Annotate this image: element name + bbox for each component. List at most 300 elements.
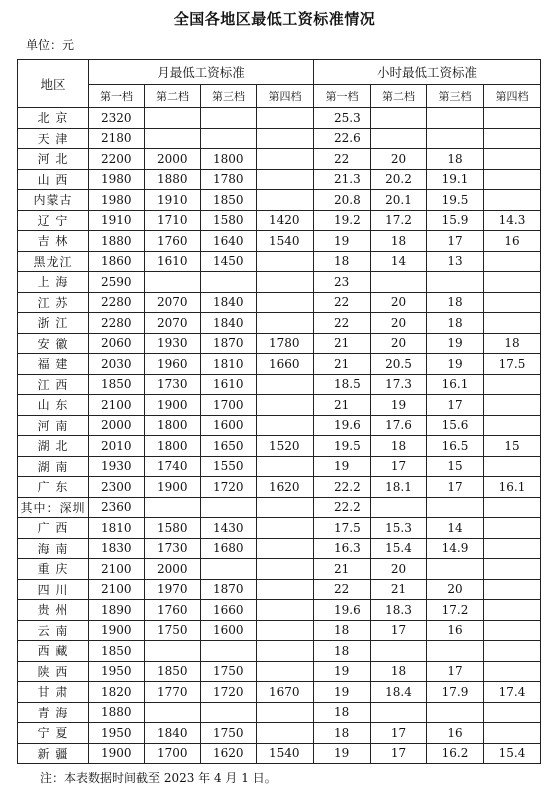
hourly-wage-cell: 20: [371, 149, 427, 170]
monthly-wage-cell: 2070: [145, 292, 201, 313]
monthly-wage-cell: 1670: [257, 682, 314, 703]
hourly-wage-cell: [484, 190, 541, 211]
monthly-wage-cell: 1760: [145, 600, 201, 621]
table-row: [18, 743, 541, 764]
hourly-wage-cell: 18: [314, 620, 371, 641]
monthly-wage-cell: 1640: [201, 231, 257, 252]
hourly-wage-cell: [484, 620, 541, 641]
hourly-wage-cell: [484, 559, 541, 580]
hourly-wage-cell: [484, 374, 541, 395]
hourly-wage-cell: 13: [427, 251, 484, 272]
monthly-wage-cell: [257, 251, 314, 272]
hourly-wage-cell: 18.1: [371, 477, 427, 498]
region-cell: 山 西: [18, 169, 89, 190]
monthly-wage-cell: 1850: [145, 661, 201, 682]
monthly-wage-cell: 1900: [145, 477, 201, 498]
monthly-wage-cell: [257, 169, 314, 190]
table-row: [18, 456, 541, 477]
region-cell: 安 徽: [18, 333, 89, 354]
table-row: [18, 682, 541, 703]
hourly-wage-cell: 19.6: [314, 600, 371, 621]
hourly-wage-cell: 18.3: [371, 600, 427, 621]
hourly-wage-cell: 15: [427, 456, 484, 477]
hourly-wage-cell: 19.6: [314, 415, 371, 436]
table-row: [18, 210, 541, 231]
monthly-wage-cell: 1960: [145, 354, 201, 375]
hourly-wage-cell: [371, 128, 427, 149]
region-cell: 江 西: [18, 374, 89, 395]
hourly-wage-cell: 22.2: [314, 477, 371, 498]
monthly-wage-cell: 1520: [257, 436, 314, 457]
region-cell: 新 疆: [18, 743, 89, 764]
region-cell: 天 津: [18, 128, 89, 149]
hourly-wage-cell: 16.2: [427, 743, 484, 764]
monthly-wage-cell: 1580: [145, 518, 201, 539]
table-row: [18, 128, 541, 149]
hourly-wage-cell: 16.5: [427, 436, 484, 457]
hourly-wage-cell: [484, 456, 541, 477]
hourly-wage-cell: 22.2: [314, 497, 371, 518]
hourly-wage-cell: 19.1: [427, 169, 484, 190]
hourly-wage-cell: 20: [371, 292, 427, 313]
monthly-wage-cell: 1820: [89, 682, 145, 703]
hourly-wage-cell: [484, 600, 541, 621]
hourly-wage-cell: 19.5: [427, 190, 484, 211]
hourly-wage-cell: [484, 313, 541, 334]
hourly-wage-cell: 22: [314, 149, 371, 170]
region-cell: 江 苏: [18, 292, 89, 313]
monthly-wage-cell: 1620: [257, 477, 314, 498]
hourly-wage-cell: 20: [371, 333, 427, 354]
table-row: [18, 374, 541, 395]
hourly-wage-cell: 25.3: [314, 108, 371, 129]
table-row: [18, 169, 541, 190]
hourly-wage-cell: [427, 497, 484, 518]
region-cell: 湖 南: [18, 456, 89, 477]
hourly-wage-cell: [484, 579, 541, 600]
hourly-wage-cell: 18: [314, 641, 371, 662]
hourly-wage-cell: 20.8: [314, 190, 371, 211]
table-row: [18, 661, 541, 682]
monthly-wage-cell: [257, 497, 314, 518]
region-cell: 西 藏: [18, 641, 89, 662]
region-cell: 贵 州: [18, 600, 89, 621]
monthly-wage-cell: 1730: [145, 374, 201, 395]
monthly-wage-cell: 1770: [145, 682, 201, 703]
monthly-wage-cell: 2010: [89, 436, 145, 457]
hourly-wage-cell: [371, 272, 427, 293]
monthly-header: 月最低工资标准: [89, 60, 314, 85]
hourly-wage-cell: [371, 497, 427, 518]
monthly-wage-cell: 1740: [145, 456, 201, 477]
monthly-wage-cell: [257, 374, 314, 395]
region-cell: 四 川: [18, 579, 89, 600]
region-cell: 海 南: [18, 538, 89, 559]
monthly-wage-cell: 2100: [89, 395, 145, 416]
monthly-wage-cell: [257, 149, 314, 170]
monthly-wage-cell: 1810: [89, 518, 145, 539]
hourly-wage-cell: 22.6: [314, 128, 371, 149]
monthly-wage-cell: 1970: [145, 579, 201, 600]
monthly-wage-cell: 1450: [201, 251, 257, 272]
hourly-wage-cell: [484, 518, 541, 539]
monthly-wage-cell: [257, 395, 314, 416]
monthly-wage-cell: 1540: [257, 743, 314, 764]
hourly-wage-cell: 14: [427, 518, 484, 539]
hourly-wage-cell: [427, 559, 484, 580]
table-row: [18, 538, 541, 559]
monthly-tier-header: 第二档: [145, 85, 201, 108]
monthly-wage-cell: 1780: [201, 169, 257, 190]
hourly-wage-cell: 18: [314, 251, 371, 272]
hourly-wage-cell: 15.9: [427, 210, 484, 231]
monthly-tier-header: 第一档: [89, 85, 145, 108]
hourly-wage-cell: 19: [371, 395, 427, 416]
table-row: [18, 354, 541, 375]
monthly-wage-cell: [257, 723, 314, 744]
hourly-wage-cell: 17.2: [371, 210, 427, 231]
hourly-wage-cell: 20.1: [371, 190, 427, 211]
hourly-wage-cell: 21.3: [314, 169, 371, 190]
monthly-wage-cell: 1700: [145, 743, 201, 764]
table-row: [18, 251, 541, 272]
monthly-wage-cell: 2030: [89, 354, 145, 375]
monthly-wage-cell: 1850: [89, 641, 145, 662]
table-row: [18, 395, 541, 416]
footnote: 注：本表数据时间截至 2023 年 4 月 1 日。: [40, 771, 277, 785]
region-cell: 湖 北: [18, 436, 89, 457]
hourly-tier-header: 第三档: [427, 85, 484, 108]
hourly-wage-cell: 18: [484, 333, 541, 354]
hourly-wage-cell: [484, 723, 541, 744]
monthly-wage-cell: 1750: [201, 723, 257, 744]
hourly-wage-cell: 17: [371, 723, 427, 744]
monthly-wage-cell: [145, 497, 201, 518]
table-row: [18, 313, 541, 334]
monthly-wage-cell: 1800: [145, 436, 201, 457]
monthly-tier-header: 第四档: [257, 85, 314, 108]
monthly-wage-cell: [145, 272, 201, 293]
region-cell: 山 东: [18, 395, 89, 416]
monthly-wage-cell: 1660: [257, 354, 314, 375]
wage-table: [17, 59, 541, 764]
monthly-wage-cell: 1800: [201, 149, 257, 170]
region-cell: 黑龙江: [18, 251, 89, 272]
monthly-wage-cell: 1860: [89, 251, 145, 272]
hourly-wage-cell: 16: [484, 231, 541, 252]
monthly-wage-cell: 1980: [89, 169, 145, 190]
region-cell: 辽 宁: [18, 210, 89, 231]
hourly-wage-cell: 19: [427, 333, 484, 354]
table-body: [18, 108, 541, 764]
table-row: [18, 292, 541, 313]
monthly-wage-cell: 1900: [145, 395, 201, 416]
hourly-wage-cell: 18: [427, 313, 484, 334]
monthly-wage-cell: 1710: [145, 210, 201, 231]
monthly-wage-cell: 1870: [201, 333, 257, 354]
hourly-wage-cell: 16.3: [314, 538, 371, 559]
hourly-wage-cell: 21: [371, 579, 427, 600]
monthly-wage-cell: 1950: [89, 723, 145, 744]
hourly-wage-cell: 18: [314, 723, 371, 744]
hourly-wage-cell: 21: [314, 395, 371, 416]
hourly-wage-cell: [484, 292, 541, 313]
region-cell: 重 庆: [18, 559, 89, 580]
hourly-wage-cell: [484, 251, 541, 272]
monthly-wage-cell: [257, 600, 314, 621]
monthly-wage-cell: 1720: [201, 682, 257, 703]
monthly-wage-cell: 2070: [145, 313, 201, 334]
hourly-wage-cell: [427, 641, 484, 662]
monthly-wage-cell: 1890: [89, 600, 145, 621]
monthly-wage-cell: 1840: [201, 292, 257, 313]
monthly-wage-cell: 1800: [145, 415, 201, 436]
region-cell: 广 东: [18, 477, 89, 498]
hourly-wage-cell: 19: [314, 661, 371, 682]
monthly-wage-cell: 2000: [145, 559, 201, 580]
table-row: [18, 723, 541, 744]
table-row: [18, 272, 541, 293]
hourly-wage-cell: [484, 108, 541, 129]
monthly-wage-cell: [257, 641, 314, 662]
hourly-wage-cell: 20.5: [371, 354, 427, 375]
table-row: [18, 559, 541, 580]
monthly-wage-cell: 2100: [89, 579, 145, 600]
monthly-tier-header: 第三档: [201, 85, 257, 108]
hourly-wage-cell: 15.4: [371, 538, 427, 559]
hourly-wage-cell: 19.5: [314, 436, 371, 457]
hourly-wage-cell: 20: [371, 313, 427, 334]
monthly-wage-cell: [201, 108, 257, 129]
monthly-wage-cell: 1850: [201, 190, 257, 211]
hourly-wage-cell: 18: [427, 149, 484, 170]
monthly-wage-cell: [257, 579, 314, 600]
monthly-wage-cell: 1880: [89, 702, 145, 723]
monthly-wage-cell: [257, 128, 314, 149]
region-cell: 河 南: [18, 415, 89, 436]
table-row: [18, 702, 541, 723]
hourly-header: 小时最低工资标准: [314, 60, 541, 85]
hourly-wage-cell: [427, 272, 484, 293]
monthly-wage-cell: [145, 641, 201, 662]
monthly-wage-cell: [257, 292, 314, 313]
table-row: [18, 333, 541, 354]
hourly-wage-cell: [484, 702, 541, 723]
monthly-wage-cell: 1810: [201, 354, 257, 375]
monthly-wage-cell: [145, 702, 201, 723]
hourly-wage-cell: 18: [371, 661, 427, 682]
hourly-wage-cell: [371, 702, 427, 723]
region-cell: 浙 江: [18, 313, 89, 334]
monthly-wage-cell: 1600: [201, 620, 257, 641]
monthly-wage-cell: [201, 702, 257, 723]
hourly-wage-cell: 19: [314, 682, 371, 703]
table-row: [18, 415, 541, 436]
hourly-wage-cell: 21: [314, 354, 371, 375]
page-title: 全国各地区最低工资标准情况: [173, 10, 376, 28]
hourly-wage-cell: 20: [427, 579, 484, 600]
monthly-wage-cell: 2000: [89, 415, 145, 436]
hourly-wage-cell: 17.3: [371, 374, 427, 395]
region-cell: 河 北: [18, 149, 89, 170]
monthly-wage-cell: 1930: [89, 456, 145, 477]
monthly-wage-cell: 1840: [201, 313, 257, 334]
hourly-wage-cell: 22: [314, 313, 371, 334]
region-cell: 吉 林: [18, 231, 89, 252]
table-row: [18, 518, 541, 539]
hourly-wage-cell: 14.9: [427, 538, 484, 559]
monthly-wage-cell: [201, 641, 257, 662]
monthly-wage-cell: [257, 313, 314, 334]
hourly-wage-cell: 16.1: [484, 477, 541, 498]
monthly-wage-cell: 1580: [201, 210, 257, 231]
monthly-wage-cell: 1700: [201, 395, 257, 416]
hourly-wage-cell: [484, 661, 541, 682]
hourly-wage-cell: 18: [314, 702, 371, 723]
monthly-wage-cell: [257, 661, 314, 682]
monthly-wage-cell: 1620: [201, 743, 257, 764]
hourly-wage-cell: [371, 641, 427, 662]
monthly-wage-cell: 2000: [145, 149, 201, 170]
monthly-wage-cell: [257, 538, 314, 559]
monthly-wage-cell: [145, 128, 201, 149]
hourly-wage-cell: 16.1: [427, 374, 484, 395]
monthly-wage-cell: [201, 128, 257, 149]
monthly-wage-cell: [257, 559, 314, 580]
hourly-wage-cell: [427, 108, 484, 129]
hourly-wage-cell: [484, 538, 541, 559]
monthly-wage-cell: 2300: [89, 477, 145, 498]
hourly-wage-cell: 18: [371, 231, 427, 252]
hourly-wage-cell: [427, 128, 484, 149]
region-cell: 北 京: [18, 108, 89, 129]
monthly-wage-cell: 1980: [89, 190, 145, 211]
hourly-wage-cell: 15.6: [427, 415, 484, 436]
hourly-wage-cell: 18: [427, 292, 484, 313]
monthly-wage-cell: 1430: [201, 518, 257, 539]
table-row: [18, 436, 541, 457]
hourly-wage-cell: 18: [371, 436, 427, 457]
hourly-wage-cell: 21: [314, 559, 371, 580]
monthly-wage-cell: 1930: [145, 333, 201, 354]
hourly-wage-cell: 17: [371, 456, 427, 477]
hourly-wage-cell: 17.4: [484, 682, 541, 703]
monthly-wage-cell: [257, 518, 314, 539]
hourly-wage-cell: 19: [314, 743, 371, 764]
monthly-wage-cell: 1840: [145, 723, 201, 744]
monthly-wage-cell: 1880: [145, 169, 201, 190]
hourly-wage-cell: 17: [427, 661, 484, 682]
hourly-wage-cell: 22: [314, 292, 371, 313]
monthly-wage-cell: 2320: [89, 108, 145, 129]
hourly-wage-cell: 17: [371, 743, 427, 764]
table-row: [18, 620, 541, 641]
monthly-wage-cell: 1550: [201, 456, 257, 477]
monthly-wage-cell: 2590: [89, 272, 145, 293]
monthly-wage-cell: 1610: [145, 251, 201, 272]
table-row: [18, 579, 541, 600]
hourly-wage-cell: 16: [427, 620, 484, 641]
hourly-tier-header: 第一档: [314, 85, 371, 108]
region-cell: 云 南: [18, 620, 89, 641]
hourly-wage-cell: 14: [371, 251, 427, 272]
hourly-wage-cell: 17.2: [427, 600, 484, 621]
hourly-wage-cell: 22: [314, 579, 371, 600]
monthly-wage-cell: [145, 108, 201, 129]
hourly-wage-cell: 19: [314, 231, 371, 252]
hourly-wage-cell: 21: [314, 333, 371, 354]
monthly-wage-cell: 1910: [145, 190, 201, 211]
monthly-wage-cell: [257, 456, 314, 477]
table-row: [18, 231, 541, 252]
region-cell: 福 建: [18, 354, 89, 375]
monthly-wage-cell: 1750: [201, 661, 257, 682]
monthly-wage-cell: 1880: [89, 231, 145, 252]
monthly-wage-cell: 1730: [145, 538, 201, 559]
table-row: [18, 600, 541, 621]
hourly-wage-cell: 20: [371, 559, 427, 580]
monthly-wage-cell: [257, 108, 314, 129]
hourly-wage-cell: 17: [427, 477, 484, 498]
table-row: [18, 190, 541, 211]
monthly-wage-cell: [257, 620, 314, 641]
hourly-wage-cell: 15.3: [371, 518, 427, 539]
monthly-wage-cell: [257, 272, 314, 293]
hourly-wage-cell: 19: [427, 354, 484, 375]
hourly-wage-cell: 19.2: [314, 210, 371, 231]
region-cell: 内蒙古: [18, 190, 89, 211]
hourly-wage-cell: 17: [371, 620, 427, 641]
monthly-wage-cell: 2100: [89, 559, 145, 580]
monthly-wage-cell: [201, 497, 257, 518]
monthly-wage-cell: 1600: [201, 415, 257, 436]
region-cell: 宁 夏: [18, 723, 89, 744]
monthly-wage-cell: 1660: [201, 600, 257, 621]
monthly-wage-cell: 1780: [257, 333, 314, 354]
monthly-wage-cell: 1900: [89, 620, 145, 641]
region-cell: 青 海: [18, 702, 89, 723]
monthly-wage-cell: 2180: [89, 128, 145, 149]
region-cell: 广 西: [18, 518, 89, 539]
monthly-wage-cell: 1420: [257, 210, 314, 231]
monthly-wage-cell: 2280: [89, 292, 145, 313]
table-row: [18, 477, 541, 498]
monthly-wage-cell: 1680: [201, 538, 257, 559]
monthly-wage-cell: 1720: [201, 477, 257, 498]
region-cell: 其中：深圳: [18, 497, 89, 518]
hourly-wage-cell: 17.9: [427, 682, 484, 703]
monthly-wage-cell: 1950: [89, 661, 145, 682]
hourly-wage-cell: [427, 702, 484, 723]
hourly-wage-cell: 17: [427, 231, 484, 252]
monthly-wage-cell: [257, 702, 314, 723]
hourly-wage-cell: [484, 149, 541, 170]
monthly-wage-cell: 1610: [201, 374, 257, 395]
table-row: [18, 149, 541, 170]
table-row: [18, 497, 541, 518]
monthly-wage-cell: 2360: [89, 497, 145, 518]
hourly-wage-cell: 17.5: [314, 518, 371, 539]
monthly-wage-cell: 1870: [201, 579, 257, 600]
monthly-wage-cell: 1650: [201, 436, 257, 457]
hourly-tier-header: 第二档: [371, 85, 427, 108]
hourly-wage-cell: [484, 169, 541, 190]
monthly-wage-cell: 1540: [257, 231, 314, 252]
hourly-tier-header: 第四档: [484, 85, 541, 108]
hourly-wage-cell: 17: [427, 395, 484, 416]
hourly-wage-cell: 20.2: [371, 169, 427, 190]
monthly-wage-cell: 1830: [89, 538, 145, 559]
